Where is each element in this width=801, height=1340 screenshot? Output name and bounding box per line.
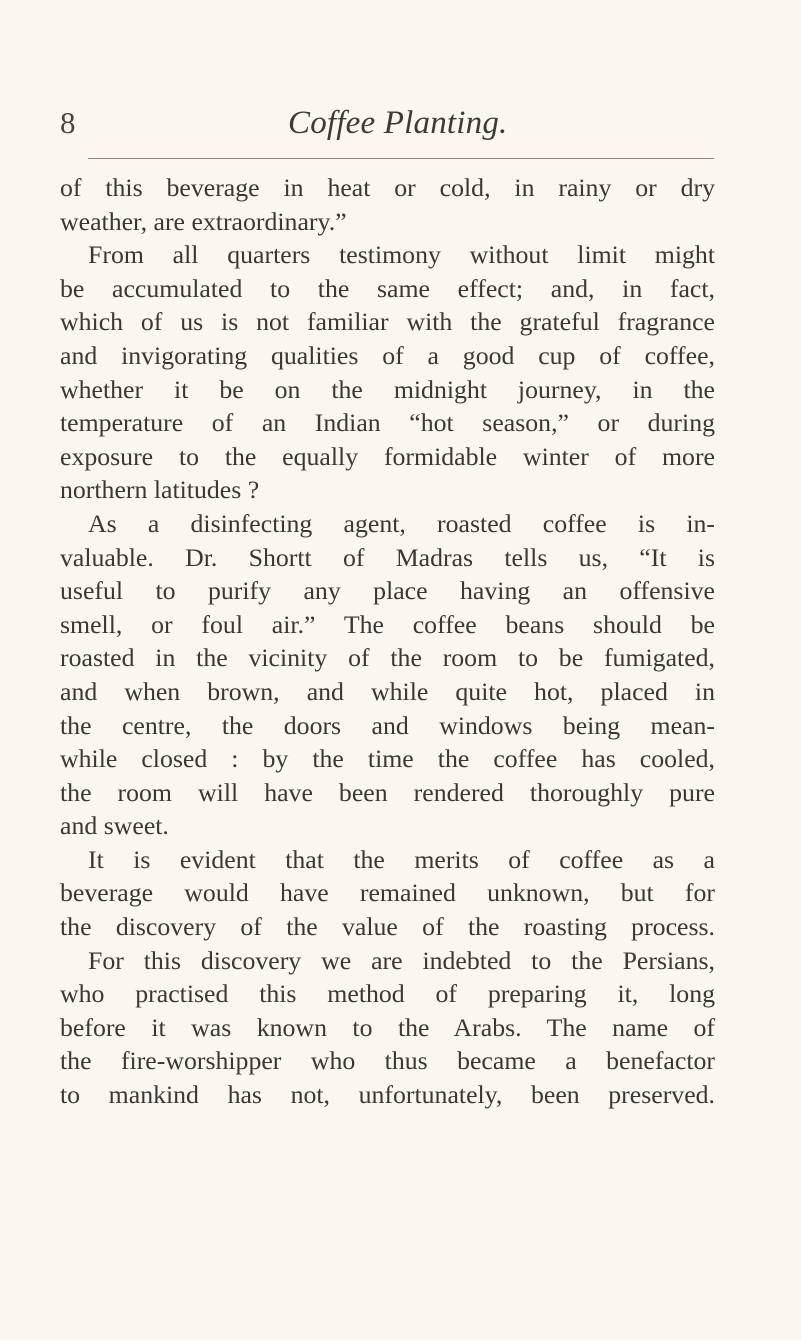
running-head: Coffee Planting. <box>288 105 508 141</box>
text-line: For this discovery we are indebted to the Persians, <box>88 945 715 975</box>
text-line: roasted in the vicinity of the room to be fumigated, <box>60 643 715 673</box>
text-line: to mankind has not, unfortunately, been preserved. <box>60 1080 715 1110</box>
text-line: of this beverage in heat or cold, in rainy or dry <box>60 173 715 202</box>
text-line: before it was known to the Arabs. The name of <box>60 1012 715 1042</box>
text-line: temperature of an Indian “hot season,” or during <box>60 408 715 438</box>
text-line: be accumulated to the same effect; and, in fact, <box>60 273 715 303</box>
text-line: the discovery of the value of the roasting process. <box>60 912 715 942</box>
header-rule <box>88 158 714 159</box>
text-line: smell, or foul air.” The coffee beans should be <box>60 609 715 639</box>
text-line: who practised this method of preparing it, long <box>60 979 715 1009</box>
text-line: beverage would have remained unknown, but for <box>60 878 715 908</box>
body-text <box>60 171 715 1112</box>
text-line: From all quarters testimony without limit might <box>88 240 715 270</box>
text-line: useful to purify any place having an offensive <box>60 576 715 606</box>
text-line: northern latitudes ? <box>60 475 260 505</box>
text-line: the fire-worshipper who thus became a benefactor <box>60 1046 715 1076</box>
text-line: valuable. Dr. Shortt of Madras tells us, “It is <box>60 542 715 572</box>
page-header <box>60 103 720 147</box>
text-line: the room will have been rendered thoroughly pure <box>60 777 715 807</box>
text-line: while closed : by the time the coffee has cooled, <box>60 744 715 774</box>
text-line: As a disinfecting agent, roasted coffee is in- <box>88 508 715 538</box>
text-line: and sweet. <box>60 811 169 841</box>
page-number: 8 <box>60 105 76 140</box>
text-line: which of us is not familiar with the grateful fragrance <box>60 307 715 337</box>
text-line: It is evident that the merits of coffee as a <box>88 844 715 874</box>
text-line: the centre, the doors and windows being mean- <box>60 710 715 740</box>
text-line: and when brown, and while quite hot, placed in <box>60 676 715 706</box>
text-line: and invigorating qualities of a good cup of coffee, <box>60 340 715 370</box>
text-line: exposure to the equally formidable winter of more <box>60 441 715 471</box>
text-line: weather, are extraordinary.” <box>60 206 347 236</box>
text-line: whether it be on the midnight journey, in the <box>60 374 715 404</box>
